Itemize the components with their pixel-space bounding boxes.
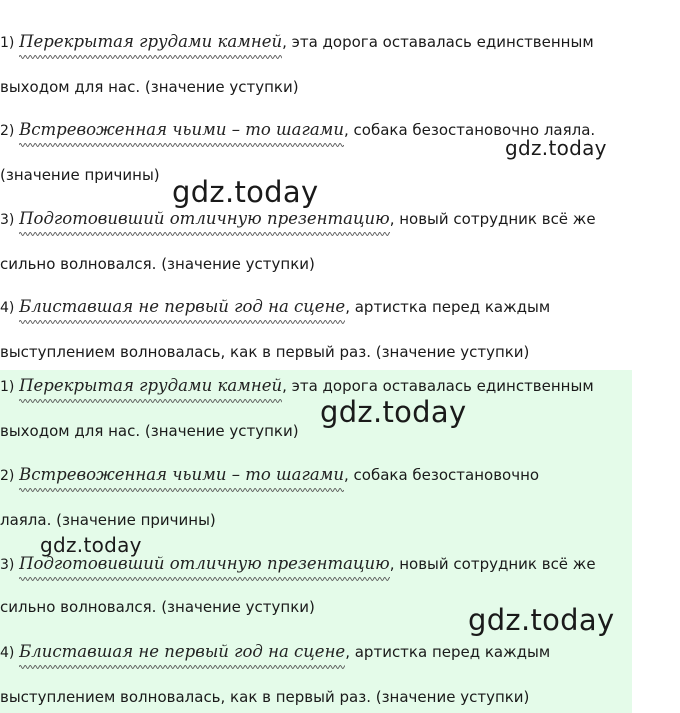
- item-number: 3): [0, 557, 15, 573]
- item-line-2: сильно волновался. (значение уступки): [0, 598, 315, 616]
- watermark: gdz.today: [468, 603, 615, 637]
- participle-phrase: Подготовивший отличную презентацию: [19, 554, 390, 574]
- item-line-2: выступлением волновалась, как в первый раз. (значение уступки): [0, 343, 530, 361]
- participle-phrase: Встревоженная чьими – то шагами: [19, 120, 344, 140]
- sentence-rest: , эта дорога оставалась единственным: [282, 377, 594, 395]
- sentence-rest: , артистка перед каждым: [345, 298, 551, 316]
- participle-phrase: Перекрытая грудами камней: [19, 376, 282, 396]
- wavy-underline: [19, 576, 390, 582]
- participle-phrase: Подготовивший отличную презентацию: [19, 209, 390, 229]
- watermark: gdz.today: [505, 136, 607, 160]
- watermark: gdz.today: [172, 175, 319, 209]
- item-number: 4): [0, 645, 15, 661]
- item-line-1: [0, 465, 539, 486]
- item-line-2: выступлением волновалась, как в первый раз. (значение уступки): [0, 688, 530, 706]
- item-line-1: [0, 297, 550, 318]
- participle-phrase: Перекрытая грудами камней: [19, 32, 282, 52]
- item-number: 4): [0, 300, 15, 316]
- item-line-1: [0, 376, 594, 397]
- item-line-1: [0, 32, 594, 53]
- wavy-underline: [19, 319, 345, 325]
- sentence-rest: , собака безостановочно: [344, 466, 540, 484]
- item-number: 1): [0, 35, 15, 51]
- item-number: 3): [0, 212, 15, 228]
- item-line-1: [0, 554, 596, 575]
- sentence-rest: , собака безостановочно лаяла.: [344, 121, 596, 139]
- item-line-2: сильно волновался. (значение уступки): [0, 255, 315, 273]
- item-line-2: (значение причины): [0, 166, 160, 184]
- participle-phrase: Встревоженная чьими – то шагами: [19, 465, 344, 485]
- item-number: 2): [0, 123, 15, 139]
- item-line-1: [0, 642, 550, 663]
- sentence-rest: , новый сотрудник всё же: [389, 555, 596, 573]
- participle-phrase: Блиставшая не первый год на сцене: [19, 642, 345, 662]
- item-line-2: лаяла. (значение причины): [0, 511, 216, 529]
- wavy-underline: [19, 398, 282, 404]
- participle-phrase: Блиставшая не первый год на сцене: [19, 297, 345, 317]
- sentence-rest: , артистка перед каждым: [345, 643, 551, 661]
- sentence-rest: , новый сотрудник всё же: [389, 210, 596, 228]
- wavy-underline: [19, 54, 282, 60]
- watermark: gdz.today: [320, 395, 467, 429]
- wavy-underline: [19, 664, 345, 670]
- item-number: 1): [0, 379, 15, 395]
- wavy-underline: [19, 142, 344, 148]
- wavy-underline: [19, 231, 390, 237]
- item-line-1: [0, 209, 596, 230]
- wavy-underline: [19, 487, 344, 493]
- item-number: 2): [0, 468, 15, 484]
- item-line-2: выходом для нас. (значение уступки): [0, 78, 299, 96]
- watermark: gdz.today: [40, 533, 142, 557]
- sentence-rest: , эта дорога оставалась единственным: [282, 33, 594, 51]
- item-line-2: выходом для нас. (значение уступки): [0, 422, 299, 440]
